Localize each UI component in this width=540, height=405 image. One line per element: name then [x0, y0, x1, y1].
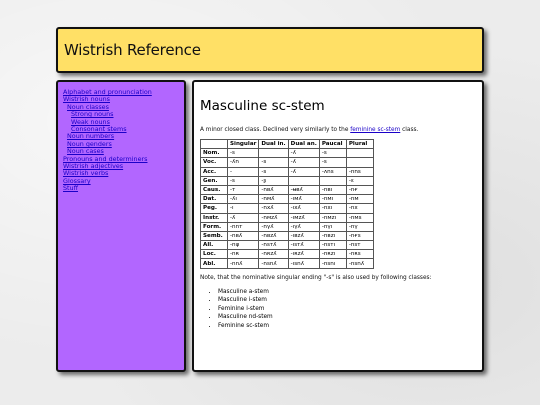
- table-cell: -nвzʎ: [259, 231, 288, 240]
- table-cell: -ısтʎ: [288, 241, 319, 250]
- table-cell: [346, 158, 373, 167]
- case-label: Form.: [201, 222, 228, 231]
- table-cell: -nм: [346, 195, 373, 204]
- table-cell: -nвzı: [319, 231, 346, 240]
- table-row: [201, 149, 374, 158]
- table-cell: -ı: [228, 204, 259, 213]
- table-cell: -nsтı: [319, 241, 346, 250]
- column-header: [201, 140, 228, 149]
- table-row: [201, 185, 374, 194]
- table-cell: -nsnʎ: [346, 259, 373, 268]
- table-row: [201, 195, 374, 204]
- table-cell: -: [228, 167, 259, 176]
- table-cell: -nγʎ: [259, 222, 288, 231]
- table-cell: -ʎı: [228, 195, 259, 204]
- table-cell: -nx: [346, 204, 373, 213]
- table-cell: -ʌns: [319, 167, 346, 176]
- table-cell: -т: [228, 185, 259, 194]
- table-cell: -nʀzʎ: [259, 250, 288, 259]
- case-label: Caus.: [201, 185, 228, 194]
- nav-link-strong-nouns[interactable]: Strong nouns: [71, 110, 114, 119]
- table-cell: -nsтʎ: [259, 241, 288, 250]
- table-cell: -nвı: [319, 185, 346, 194]
- note-text: Note, that the nominative singular ending "-s" is also used by following classes:: [200, 274, 432, 281]
- table-cell: -nмı: [319, 195, 346, 204]
- table-cell: [259, 149, 288, 158]
- nav-link-wistrish-verbs[interactable]: Wistrish verbs: [63, 169, 109, 178]
- column-header: Dual an.: [288, 140, 319, 149]
- page-title: Masculine sc-stem: [200, 98, 325, 114]
- table-cell: [288, 176, 319, 185]
- table-cell: -ıʀzʎ: [288, 250, 319, 259]
- table-cell: -nмzʎ: [259, 213, 288, 222]
- nav-link-noun-genders[interactable]: Noun genders: [67, 139, 112, 148]
- table-cell: -nns: [346, 167, 373, 176]
- table-cell: [319, 176, 346, 185]
- header-banner: [56, 27, 484, 73]
- table-cell: -nγı: [319, 222, 346, 231]
- nav-link-weak-nouns[interactable]: Weak nouns: [71, 117, 110, 126]
- table-cell: -nʀ: [228, 250, 259, 259]
- nav-link-pronouns-and-determiners[interactable]: Pronouns and determiners: [63, 154, 148, 163]
- table-cell: -ısnʎ: [288, 259, 319, 268]
- nav-link-glossary[interactable]: Glossary: [63, 176, 91, 185]
- case-label: Gen.: [201, 176, 228, 185]
- table-cell: -s: [259, 167, 288, 176]
- table-cell: -nψ: [228, 241, 259, 250]
- case-label: Voc.: [201, 158, 228, 167]
- case-label: Peg.: [201, 204, 228, 213]
- column-header: Singular: [228, 140, 259, 149]
- table-cell: -ʉвʎ: [288, 185, 319, 194]
- table-cell: -nxʎ: [259, 204, 288, 213]
- table-cell: -ıвzʎ: [288, 231, 319, 240]
- table-cell: -ıxʎ: [288, 204, 319, 213]
- table-cell: -nʀzı: [319, 250, 346, 259]
- feminine-sc-stem-link[interactable]: feminine sc-stem: [350, 127, 401, 133]
- table-row: [201, 167, 374, 176]
- table-cell: -s: [259, 158, 288, 167]
- table-cell: -s: [319, 149, 346, 158]
- table-row: [201, 250, 374, 259]
- nav-link-alphabet-and-pronunciation[interactable]: Alphabet and pronunciation: [63, 88, 152, 96]
- table-row: [201, 241, 374, 250]
- table-cell: -ʎ: [228, 213, 259, 222]
- table-cell: -ʎn: [228, 158, 259, 167]
- intro-text-after: class.: [400, 127, 419, 133]
- column-header: Dual in.: [259, 140, 288, 149]
- list-item: • Feminine sc-stem: [218, 322, 476, 331]
- table-cell: [346, 149, 373, 158]
- case-label: All.: [201, 241, 228, 250]
- case-label: Semb.: [201, 231, 228, 240]
- table-cell: -ʎ: [288, 167, 319, 176]
- list-item: • Feminine i-stem: [218, 305, 476, 314]
- column-header: Plural: [346, 140, 373, 149]
- main-content: [192, 80, 484, 372]
- intro-text: [200, 127, 476, 133]
- case-label: Dat.: [201, 195, 228, 204]
- table-cell: -nγ: [346, 222, 373, 231]
- table-cell: -ıмzʎ: [288, 213, 319, 222]
- sidebar-nav: [63, 89, 184, 193]
- case-label: Nom.: [201, 149, 228, 158]
- table-cell: -ıγʎ: [288, 222, 319, 231]
- table-row: [201, 222, 374, 231]
- nav-link-noun-cases[interactable]: Noun cases: [67, 147, 104, 156]
- table-cell: -nвʎ: [228, 231, 259, 240]
- table-cell: -nмʎ: [259, 195, 288, 204]
- table-cell: -nsnı: [319, 259, 346, 268]
- table-cell: -nsnʎ: [259, 259, 288, 268]
- table-cell: -nғs: [346, 231, 373, 240]
- table-cell: -ʎ: [288, 158, 319, 167]
- table-cell: -s: [319, 158, 346, 167]
- intro-text-before: A minor closed class. Declined very similarly to the: [200, 127, 351, 133]
- table-cell: -nnʎ: [228, 259, 259, 268]
- table-row: [201, 213, 374, 222]
- sidebar: [56, 80, 186, 372]
- table-cell: -s: [228, 176, 259, 185]
- list-item: • Masculine a-stem: [218, 288, 476, 297]
- table-row: [201, 259, 374, 268]
- case-label: Instr.: [201, 213, 228, 222]
- table-row: [201, 176, 374, 185]
- table-cell: -nsт: [346, 241, 373, 250]
- list-item: • Masculine nd-stem: [218, 313, 476, 322]
- nav-link-wistrish-adjectives[interactable]: Wistrish adjectives: [63, 162, 124, 171]
- case-label: Acc.: [201, 167, 228, 176]
- table-row: [201, 231, 374, 240]
- table-cell: -nғ: [346, 185, 373, 194]
- column-header: Paucal: [319, 140, 346, 149]
- table-cell: -nʀs: [346, 250, 373, 259]
- table-cell: -nмs: [346, 213, 373, 222]
- table-cell: -ɛ: [346, 176, 373, 185]
- table-cell: -nxı: [319, 204, 346, 213]
- table-cell: -s: [228, 149, 259, 158]
- table-cell: -nмzı: [319, 213, 346, 222]
- table-cell: -ıмʎ: [288, 195, 319, 204]
- nav-link-stuff[interactable]: Stuff: [63, 184, 79, 193]
- table-row: [201, 158, 374, 167]
- site-title: Wistrish Reference: [64, 41, 201, 59]
- list-item: • Masculine i-stem: [218, 296, 476, 305]
- case-label: Abl.: [201, 259, 228, 268]
- table-cell: -nвʎ: [259, 185, 288, 194]
- nav-link-noun-classes[interactable]: Noun classes: [67, 102, 109, 111]
- table-cell: -ʂ: [259, 176, 288, 185]
- declension-table: [200, 139, 374, 269]
- class-list: [200, 288, 476, 331]
- case-label: Loc.: [201, 250, 228, 259]
- nav-link-wistrish-nouns[interactable]: Wistrish nouns: [63, 95, 110, 104]
- nav-link-noun-numbers[interactable]: Noun numbers: [67, 132, 115, 141]
- table-cell: -nnт: [228, 222, 259, 231]
- nav-link-consonant-stems[interactable]: Consonant stems: [71, 125, 127, 134]
- table-cell: -ʎ: [288, 149, 319, 158]
- table-header-row: [201, 140, 374, 149]
- table-row: [201, 204, 374, 213]
